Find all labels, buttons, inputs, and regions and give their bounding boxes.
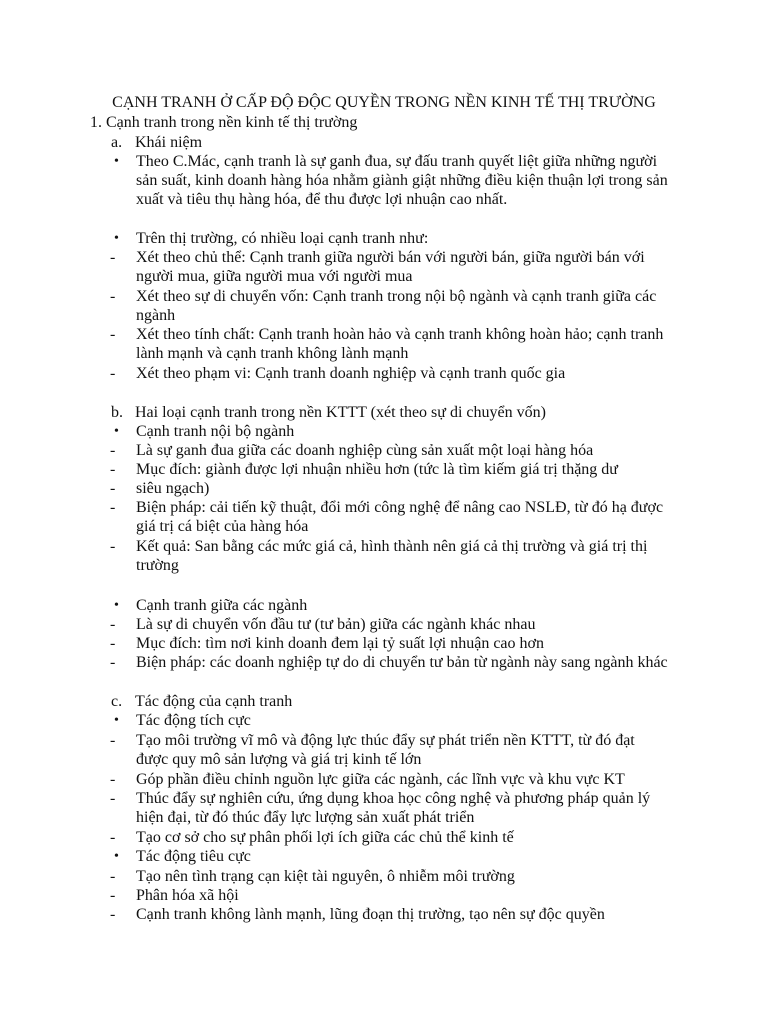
dash-marker: -	[110, 654, 116, 671]
dash-marker: -	[110, 442, 116, 459]
list-item: • Trên thị trường, có nhiều loại cạnh tranh như:	[114, 230, 429, 247]
list-item: • Tác động tiêu cực	[114, 848, 251, 865]
list-item: - Là sự di chuyển vốn đầu tư (tư bản) giữa các ngành khác nhau	[110, 616, 536, 633]
list-item: - Thúc đẩy sự nghiên cứu, ứng dụng khoa học công nghệ và phương pháp quản lý hiện đại, từ đó thúc đẩy lực lượng sản xuất phát triển	[110, 790, 651, 827]
dash-marker: -	[110, 288, 116, 305]
list-item: - Xét theo phạm vi: Cạnh tranh doanh nghiệp và cạnh tranh quốc gia	[110, 365, 566, 382]
list-item: • Theo C.Mác, cạnh tranh là sự ganh đua, sự đấu tranh quyết liệt giữa những người sản suất, kinh doanh hàng hóa nhằm giành giật những điều kiện thuận lợi trong sản xuất và tiêu thụ hàng hóa, để thu được lợi nhuận cao nhất.	[114, 153, 668, 209]
bullet-marker: •	[114, 154, 119, 169]
bullet-marker: •	[114, 713, 119, 728]
dash-marker: -	[110, 616, 116, 633]
dash-marker: -	[110, 480, 116, 497]
list-item: - Góp phần điều chỉnh nguồn lực giữa các ngành, các lĩnh vực và khu vực KT	[110, 771, 625, 788]
subheading-c: c. Tác động của cạnh tranh	[111, 693, 293, 710]
list-item: • Cạnh tranh nội bộ ngành	[114, 423, 295, 440]
list-item: - Biện pháp: cải tiến kỹ thuật, đổi mới công nghệ để nâng cao NSLĐ, từ đó hạ được giá trị cá biệt của hàng hóa	[110, 499, 664, 536]
list-item: - Xét theo tính chất: Cạnh tranh hoàn hảo và cạnh tranh không hoàn hảo; cạnh tranh lành mạnh và cạnh tranh không lành mạnh	[110, 326, 664, 363]
list-item: - Mục đích: giành được lợi nhuận nhiều hơn (tức là tìm kiếm giá trị thặng dư	[110, 461, 618, 478]
dash-marker: -	[110, 461, 116, 478]
document-title: CẠNH TRANH Ở CẤP ĐỘ ĐỘC QUYỀN TRONG NỀN KINH TẾ THỊ TRƯỜNG	[112, 94, 656, 111]
dash-marker: -	[110, 538, 116, 555]
bullet-marker: •	[114, 849, 119, 864]
list-item: - Xét theo chủ thể: Cạnh tranh giữa người bán với người bán, giữa người bán với người mua, giữa người mua với người mua	[110, 249, 645, 286]
dash-marker: -	[110, 732, 116, 749]
dash-marker: -	[110, 906, 116, 923]
dash-marker: -	[110, 771, 116, 788]
bullet-marker: •	[114, 424, 119, 439]
list-item: - Biện pháp: các doanh nghiệp tự do di chuyển tư bản từ ngành này sang ngành khác	[110, 654, 668, 671]
dash-marker: -	[110, 868, 116, 885]
list-item: - Là sự ganh đua giữa các doanh nghiệp cùng sản xuất một loại hàng hóa	[110, 442, 594, 459]
list-item: - Xét theo sự di chuyển vốn: Cạnh tranh trong nội bộ ngành và cạnh tranh giữa các ngành	[110, 288, 657, 325]
list-item: - Tạo nên tình trạng cạn kiệt tài nguyên, ô nhiễm môi trường	[110, 868, 515, 885]
list-item: - Tạo cơ sở cho sự phân phối lợi ích giữa các chủ thể kinh tế	[110, 829, 514, 846]
dash-marker: -	[110, 365, 116, 382]
list-item: - Kết quả: San bằng các mức giá cả, hình thành nên giá cả thị trường và giá trị thị trường	[110, 538, 648, 575]
list-item: - Phân hóa xã hội	[110, 887, 239, 904]
dash-marker: -	[110, 829, 116, 846]
bullet-marker: •	[114, 598, 119, 613]
dash-marker: -	[110, 635, 116, 652]
subheading-a: a. Khái niệm	[111, 134, 203, 151]
dash-marker: -	[110, 790, 116, 807]
dash-marker: -	[110, 249, 116, 266]
subheading-b: b. Hai loại cạnh tranh trong nền KTTT (xét theo sự di chuyển vốn)	[111, 404, 546, 421]
list-item: - siêu ngạch)	[110, 480, 210, 497]
list-item: • Cạnh tranh giữa các ngành	[114, 597, 308, 614]
dash-marker: -	[110, 499, 116, 516]
list-item: • Tác động tích cực	[114, 712, 251, 729]
list-item: - Mục đích: tìm nơi kinh doanh đem lại tỷ suất lợi nhuận cao hơn	[110, 635, 544, 652]
heading-1: 1. Cạnh tranh trong nền kinh tế thị trường	[90, 114, 358, 131]
dash-marker: -	[110, 326, 116, 343]
list-item: - Cạnh tranh không lành mạnh, lũng đoạn thị trường, tạo nên sự độc quyền	[110, 906, 605, 923]
bullet-marker: •	[114, 231, 119, 246]
list-item: - Tạo môi trường vĩ mô và động lực thúc đẩy sự phát triển nền KTTT, từ đó đạt được quy mô sản lượng và giá trị kinh tế lớn	[110, 732, 635, 769]
dash-marker: -	[110, 887, 116, 904]
